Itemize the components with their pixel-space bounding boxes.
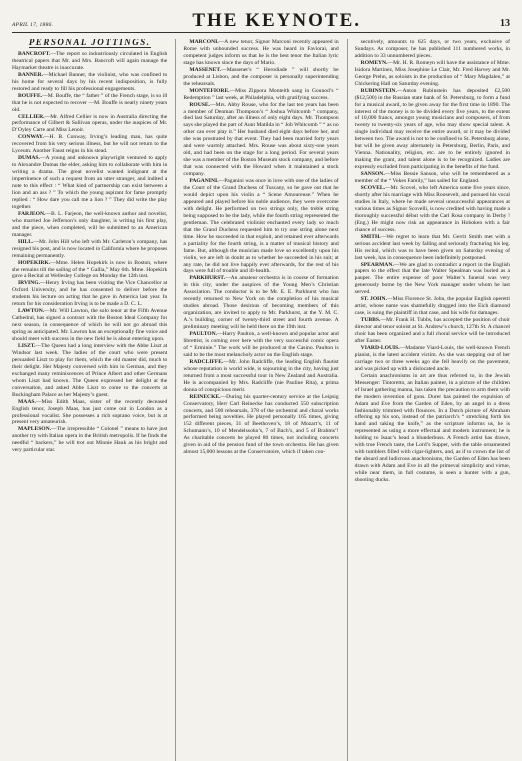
jotting-text: —Anton Rubinstein has deposited £2,500 ($12,500) in the Russian state bank of St. Petersburg, to form a fund for a musical award, to be given away for the first time in 1890. The interest of the money is to be divided every five years, to the extent of 10,000 francs, amongst young musicians and composers, of from twenty to twenty-six years of age, who may show special talent. A single individual may receive the entire award, or it may be divided between two. The award is not to be confined to St. Petersburg alone, but will be given away alternately in Petersburg, Berlin, Paris, and Vienna. Nationality, religion, etc. are to be entirely ignored in making the grant, and talent alone is to be recognized. Ladies are expressly excluded from participating in the benefits of the fund. xyxy=(354,87,510,171)
jotting-paragraph xyxy=(355,185,510,234)
column-2 xyxy=(175,39,338,761)
jotting-heading: BANCROFT. xyxy=(18,50,51,57)
jotting-text: —M. Bouffe, the “ father ” of the French stage, is so ill that he is not expected to recover —M. Bouffe is nearly ninety years old. xyxy=(12,92,168,113)
jotting-text: —We are glad to contradict a report in the English papers to the effect that the late Walter Spealman was buried as a pauper. The entire expense of poor Walter’s funeral was very generously borne by the New York manager under whom he last served. xyxy=(354,261,510,296)
jotting-heading: ST. JOHN. xyxy=(360,296,387,303)
jotting-heading: MASSENET. xyxy=(189,66,222,73)
jotting-heading: PAULTON. xyxy=(189,331,218,338)
jotting-heading: FARJEON. xyxy=(18,210,46,217)
jotting-paragraph xyxy=(12,239,167,260)
jotting-text: —Paganini was once in love with one of the ladies of the Court of the Grand Duchess of Tuscany, so he gave out that he would depict upon his violin a “ Scene Amoureuse.” When he appeared and played before his noble audience, they were overcome with delight. He performed on two strings only, the treble string being supposed to be the lady, while the fourth string represented the gentleman. The celebrated violinist enchanted every lady so much that the Grand Duchess requested him to try one string alone next time. How he succeeded in that exploit, and retained ever afterwards a partiality for the fourth string, is a matter of musical history and fame. But, although the musician made love so excellently upon his violin, we are left in doubt as to whether he succeeded in his suit; at any rate, he did not live happily ever afterwards, for the rest of his days were full of trouble and ill-health. xyxy=(183,178,339,275)
jotting-text: —Massenet’s “ Herodiade ” will shortly be produced at Lisbon, and the composer is personally superintending the rehearsals. xyxy=(183,66,339,87)
jotting-paragraph xyxy=(355,234,510,262)
column-1-items xyxy=(12,51,167,454)
jotting-text: secutively, amounts to 625 days, or two years, exclusive of Sundays. As composer, he has published 111 numbered works, in addition to 33 unnumbered pieces. xyxy=(354,39,510,59)
jotting-paragraph xyxy=(183,67,338,88)
jotting-text: —Henry Irving has been visiting the Vice Chancellor at Oxford University, and he has consented to deliver before the students his lecture on acting that he gave in America last year. In return for his consideration Irving is to be made a D. C. L. xyxy=(12,280,168,308)
jotting-text: —Mr. John Hill who left with Mr. Carleton’s company, has resigned his post, and is now located in California where he proposes remaining permanently. xyxy=(12,238,168,259)
jotting-heading: IRVING. xyxy=(18,280,41,287)
jotting-text: —Michael Banner, the violinist, who was confined to his home for several days by his recent indisposition, is fully restored and ready to fill his professional engagements. xyxy=(12,71,168,92)
jotting-heading: VIARD-LOUIS. xyxy=(360,344,400,351)
jotting-paragraph xyxy=(183,359,338,394)
jotting-heading: PARKHURST. xyxy=(189,275,226,282)
jotting-heading: REINECKE. xyxy=(189,393,221,400)
jotting-text: —A young and unknown playwright ventured to apply to Alexandre Dumas the elder, asking him to collaborate with him in writing a drama. The great novelist wanted indignant at the impertinence of such a request from an utter stranger, and indited a note to this effect : “ What kind of partnership can exist between a lion and an ass ? ” To which the young aspirant for fame promptly replied : “ How dare you call me a lion ? ” They did write the play together. xyxy=(12,155,168,210)
jotting-paragraph xyxy=(12,155,167,211)
jotting-text: —H. B. Conway, Irving’s leading man, has quite recovered from his very serious illness, but he will not return to the Lyceum. Another Faust reigns in his stead. xyxy=(12,134,168,155)
jotting-paragraph xyxy=(355,39,510,60)
jotting-paragraph xyxy=(183,331,338,359)
jotting-text: —Mr. John Radcliffe, the leading English flautist whose reputation is world wide, is sojourning in the city, having just returned from a most successful tour in New Zealand and Australia. He is accompanied by Mrs. Radcliffe (nie Pauline Rita), a prima donna of conspicious merit. xyxy=(183,358,339,393)
jotting-heading: SPEARMAN. xyxy=(360,261,394,268)
jotting-heading: HILL. xyxy=(18,238,34,245)
jotting-text: —Miss Zippora Monteith sang in Gounod’s “ Redemption ” last week, at Philadelphia, with gratifying success. xyxy=(183,87,339,101)
jotting-paragraph xyxy=(183,275,338,331)
jotting-heading: PAGANINI. xyxy=(189,178,219,185)
jotting-text: —Mr. Alfred Cellier is now in Australia directing the performance of Gilbert & Sullivan operas, under the auspices of Mr. D’Oyley Carte and Miss Lenoir. xyxy=(12,113,168,134)
jotting-heading: HOPEKIRK. xyxy=(18,259,51,266)
jotting-text: —The report so industriously circulated in English theatrical papers that Mr. and Mrs. Bancroft will again manage the Haymarket theatre is inaccurate. xyxy=(12,50,168,71)
jotting-heading: RUBINSTEIN. xyxy=(360,87,397,94)
jotting-text: —B. L. Farjeon, the well-known author and novelist, who married Joe Jefferson’s only daughter, is writing his first play, and the piece, when completed, will be submitted to an American manager. xyxy=(12,210,168,238)
jotting-text: —The Queen had a long interview with the Abbe Liszt at Windsor last week. The ladies of the court who were present persuaded Liszt to play for them, which the old master did, much to their delight. Her Majesty conversed with him in German, and they exchanged many reminiscences of Prince Albert and other Germans whom Liszt had known. The Queen expressed her delight at the conversation, and asked Abbe Liszt to come to the concerts at Buckingham Palace as her Majesty’s guest. xyxy=(12,342,168,398)
jotting-heading: TUBBS. xyxy=(360,317,381,324)
jotting-paragraph xyxy=(355,345,510,373)
jotting-paragraph xyxy=(355,171,510,185)
jotting-paragraph xyxy=(183,394,338,457)
jotting-paragraph xyxy=(12,343,167,399)
jotting-heading: MARCONI. xyxy=(189,39,219,45)
jotting-paragraph xyxy=(355,296,510,317)
jotting-paragraph xyxy=(12,51,167,72)
jotting-heading: LISZT. xyxy=(18,342,36,349)
jotting-heading: CELLIER. xyxy=(18,113,45,120)
jotting-text: —A new tenor, Signor Marconi recently appeared in Rome with unbounded success. He was heard in Faviorai, and competent judges inform us that he is the best tenor the Italian lyric stage has known since the days of Mario. xyxy=(183,39,339,66)
section-title xyxy=(12,39,167,46)
jotting-paragraph xyxy=(355,262,510,297)
page-header xyxy=(12,6,510,33)
jotting-paragraph xyxy=(12,114,167,135)
column-3 xyxy=(347,39,510,761)
jotting-heading: SMITH. xyxy=(360,233,381,240)
jotting-text: —Miss Edith Maas, sister of the recently deceased English tenor, Joseph Maas, has just come out in London as a professional vocalist. She possesses a rich soprano voice, but is at present very amateurish. xyxy=(12,398,168,426)
jotting-heading: MONTEFIORE. xyxy=(189,87,230,94)
jotting-paragraph xyxy=(12,308,167,343)
jotting-heading: CONWAY. xyxy=(18,134,44,141)
article-columns xyxy=(12,33,510,761)
jotting-text: —Mr. Frank H. Tubbs, has accepted the position of choir director and tenor soloist at St. Andrew’s church, 127th St. A chancel choir has been organized and a full choral service will be introduced after Easter. xyxy=(354,317,510,344)
jotting-text: —Harry Paulton, a well-known and popular actor and librettist, is coming over here with the very successful comic opera of “ Erminie.” The work will be produced at the Casino. Paulton is said to be the most melancholy actor on the English stage. xyxy=(183,331,339,358)
jotting-paragraph xyxy=(12,134,167,155)
jotting-text: Certain anachronisms in art are thus referred to, in the Jewish Messenger: Tintoretto, an Italian painter, in a picture of the children of Israel gathering manna, has taken the precaution to arm them with the modern invention of guns. Durer has painted the expulsion of Adam and Eve from the Garden of Eden, by an angel in a dress fashionably trimmed with flounces. In a Dutch picture of Abraham offering up his son, instead of the patriarch’s “ stretching forth his hand and taking the knife,” as the scripture informs us, he is represented as using a more effectual and modern instrument; he is holding to Isaac’s head a blunderbuss. A French artist has drawn, with true French taste, the Lord’s Supper, with the table ornamented with tumblers filled with cigar-lighters, and, as if to crown the list of the absurd and ludicrous anachronisms, the Garden of Eden has been drawn with Adam and Eve in all the primeval simplicity and virtue, while near them, in full costume, is seen a hunter with a gun, shooting ducks. xyxy=(354,372,510,484)
jotting-text: —During his quarter-century service at the Leipsig Conservatory, Herr Carl Reinecke has conducted 550 subscription concerts, and 500 rehearsals, 378 of the orchestral and choral works performed being novelties. He played personally 165 times, giving 152 different pieces, 31 of Beethoven’s, 18 of Mozart’s, 11 of Schumann’s, 10 of Mendelssohn’s, 7 of Bach’s, and 5 of Brahms’! As charitable concerts he played 80 times, not including concerts given in aid of the pension fund of the town orchestra. He has given almost 15,000 lessons at the Conservatoire, which if taken con- xyxy=(183,393,339,456)
jotting-text: —Mr. Scovel, who left America some five years since, shortly after his marriage with Miss Roosevelt, and pursued his vocal studies in Italy, where he made several unsuccessful appearances at various times as Signor Scovelli, is now credited with having made a thoroughly successful début with the Carl Rosa company in Derby ! (Eng.) He might now risk an appearance in Hoboken with a fair chance of success. xyxy=(354,185,510,233)
issue-date: APRIL 17, 1886. xyxy=(12,22,54,28)
masthead-title: THE KEYNOTE. xyxy=(192,10,362,31)
jotting-text: —Mr. H. R. Romeyn will have the assistance of Mme. Isidora Martinez, Miss Josephine Le Clair, Mr. Fred Harvey and Mr. George Prehn, as soloists in the production of “ Mary Magdalen,” at Chickering Hall on Saturday evening. xyxy=(354,59,510,87)
jotting-paragraph xyxy=(12,426,167,454)
jotting-heading: LAWTON. xyxy=(18,308,45,315)
jotting-text: —Miss Florence St. John, the popular English operetti artist, whose name was shamefully dragged into the Eich diamond case, is suing the plaintiff in that case, and his wife for damages. xyxy=(354,296,510,317)
jotting-paragraph xyxy=(355,317,510,345)
jotting-text: —An amateur orchestra is in course of formation in this city, under the auspices of the Young Men’s Christian Association. The conductor is to be Mr. E. E. Parkhurst who has recently returned to New York on the completion of his musical studies abroad. Those desirous of becoming members of this organization, are invited to apply to Mr. Parkhurst, at the Y. M. C. A.’s building, corner of twenty-third street and fourth avenue. A preliminary meeting will be held there on the 19th inst. xyxy=(183,275,339,331)
jotting-heading: BOUFFE. xyxy=(18,92,43,99)
jotting-heading: ROUSE. xyxy=(189,101,210,108)
jotting-paragraph xyxy=(12,280,167,308)
jotting-text: —Miss Bessie Sanson, who will be remembered as a member of the “ Vokes Family,” has sailed for England. xyxy=(354,171,510,185)
jotting-text: —Madame Viard-Louis, the well-known French pianist, is the latest accident victim. As she was stepping out of her carriage two or three weeks ago she fell heavily on the pavement, and was picked up with a dislocated ancle. xyxy=(354,344,510,372)
jotting-paragraph xyxy=(183,88,338,102)
column-3-items xyxy=(355,39,510,484)
page-number: 13 xyxy=(500,18,510,29)
jotting-paragraph xyxy=(355,60,510,88)
jotting-paragraph xyxy=(183,39,338,67)
jotting-heading: BANNER. xyxy=(18,71,44,78)
jotting-heading: MAPLESON. xyxy=(18,426,52,433)
jotting-heading: SCOVEL. xyxy=(360,185,386,192)
jotting-heading: DUMAS. xyxy=(18,155,40,162)
jotting-paragraph xyxy=(12,260,167,281)
jotting-heading: MAAS. xyxy=(18,398,36,405)
section-title-text: PERSONAL JOTTINGS. xyxy=(28,39,151,47)
jotting-text: —Mme. Helen Hopekirk is now in Boston, where she remains till the sailing of the “ Gallia,” May 6th. Mme. Hopekirk gave a Recital at Wellesley College on Monday the 12th inst. xyxy=(12,259,168,280)
jotting-text: —We regret to learn that Mr. Gerrit Smith met with a serious accident last week by falling and seriously fracturing his leg. His recital, which was to have been given on Saturday evening of last week, has in consequence been indefinitely postponed. xyxy=(354,233,510,261)
jotting-paragraph xyxy=(12,399,167,427)
jotting-heading: RADCLIFFE. xyxy=(189,358,224,365)
jotting-paragraph xyxy=(12,72,167,93)
jotting-heading: ROMEYN. xyxy=(360,59,388,66)
jotting-text: —Mrs. Abby Rouse, who for the last ten years has been a member of Denman Thompson’s “ Joshua Whitcomb ” company, died last Saturday, after an illness of only eight days. Mr. Thompson says she played the part of Aunt Matilda in “ Job Whitcomb ” “ as no other can ever play it.” Her husband died eight days before her, and she was prostrated by that event. They had been married forty years and were warmly attached. Mrs. Rouse was about sixty-one years old, and had been on the stage for a long period. For several years she was a member of the Boston Museum stock company, and before that was connected with the Howard when it maintained a stock company. xyxy=(183,101,339,178)
jotting-text: —Mr. Will Lawton, the solo tenor at the Fifth Avenue Cathedral, has signed a contract with the Boston Ideal Company for next season, in consequence of which he will not go abroad this spring as anticipated. Mr. Lawton has an exceptionally fine voice and should meet with success in the new field he is about entering upon. xyxy=(12,308,168,343)
column-2-items xyxy=(183,39,338,456)
column-1 xyxy=(12,39,167,761)
jotting-paragraph xyxy=(183,178,338,275)
jotting-paragraph xyxy=(12,211,167,239)
jotting-paragraph xyxy=(183,102,338,178)
jotting-heading: SANSON. xyxy=(360,171,385,178)
jotting-text: —The irrepressible “ Colonel ” means to have just another try with Italian opera in the British metropolis. If he finds the needful “ backers,” he will trot out Minnie Hauk as his bright and very particular star. xyxy=(12,426,168,454)
jotting-paragraph xyxy=(355,373,510,484)
jotting-paragraph xyxy=(355,88,510,171)
jotting-paragraph xyxy=(12,93,167,114)
